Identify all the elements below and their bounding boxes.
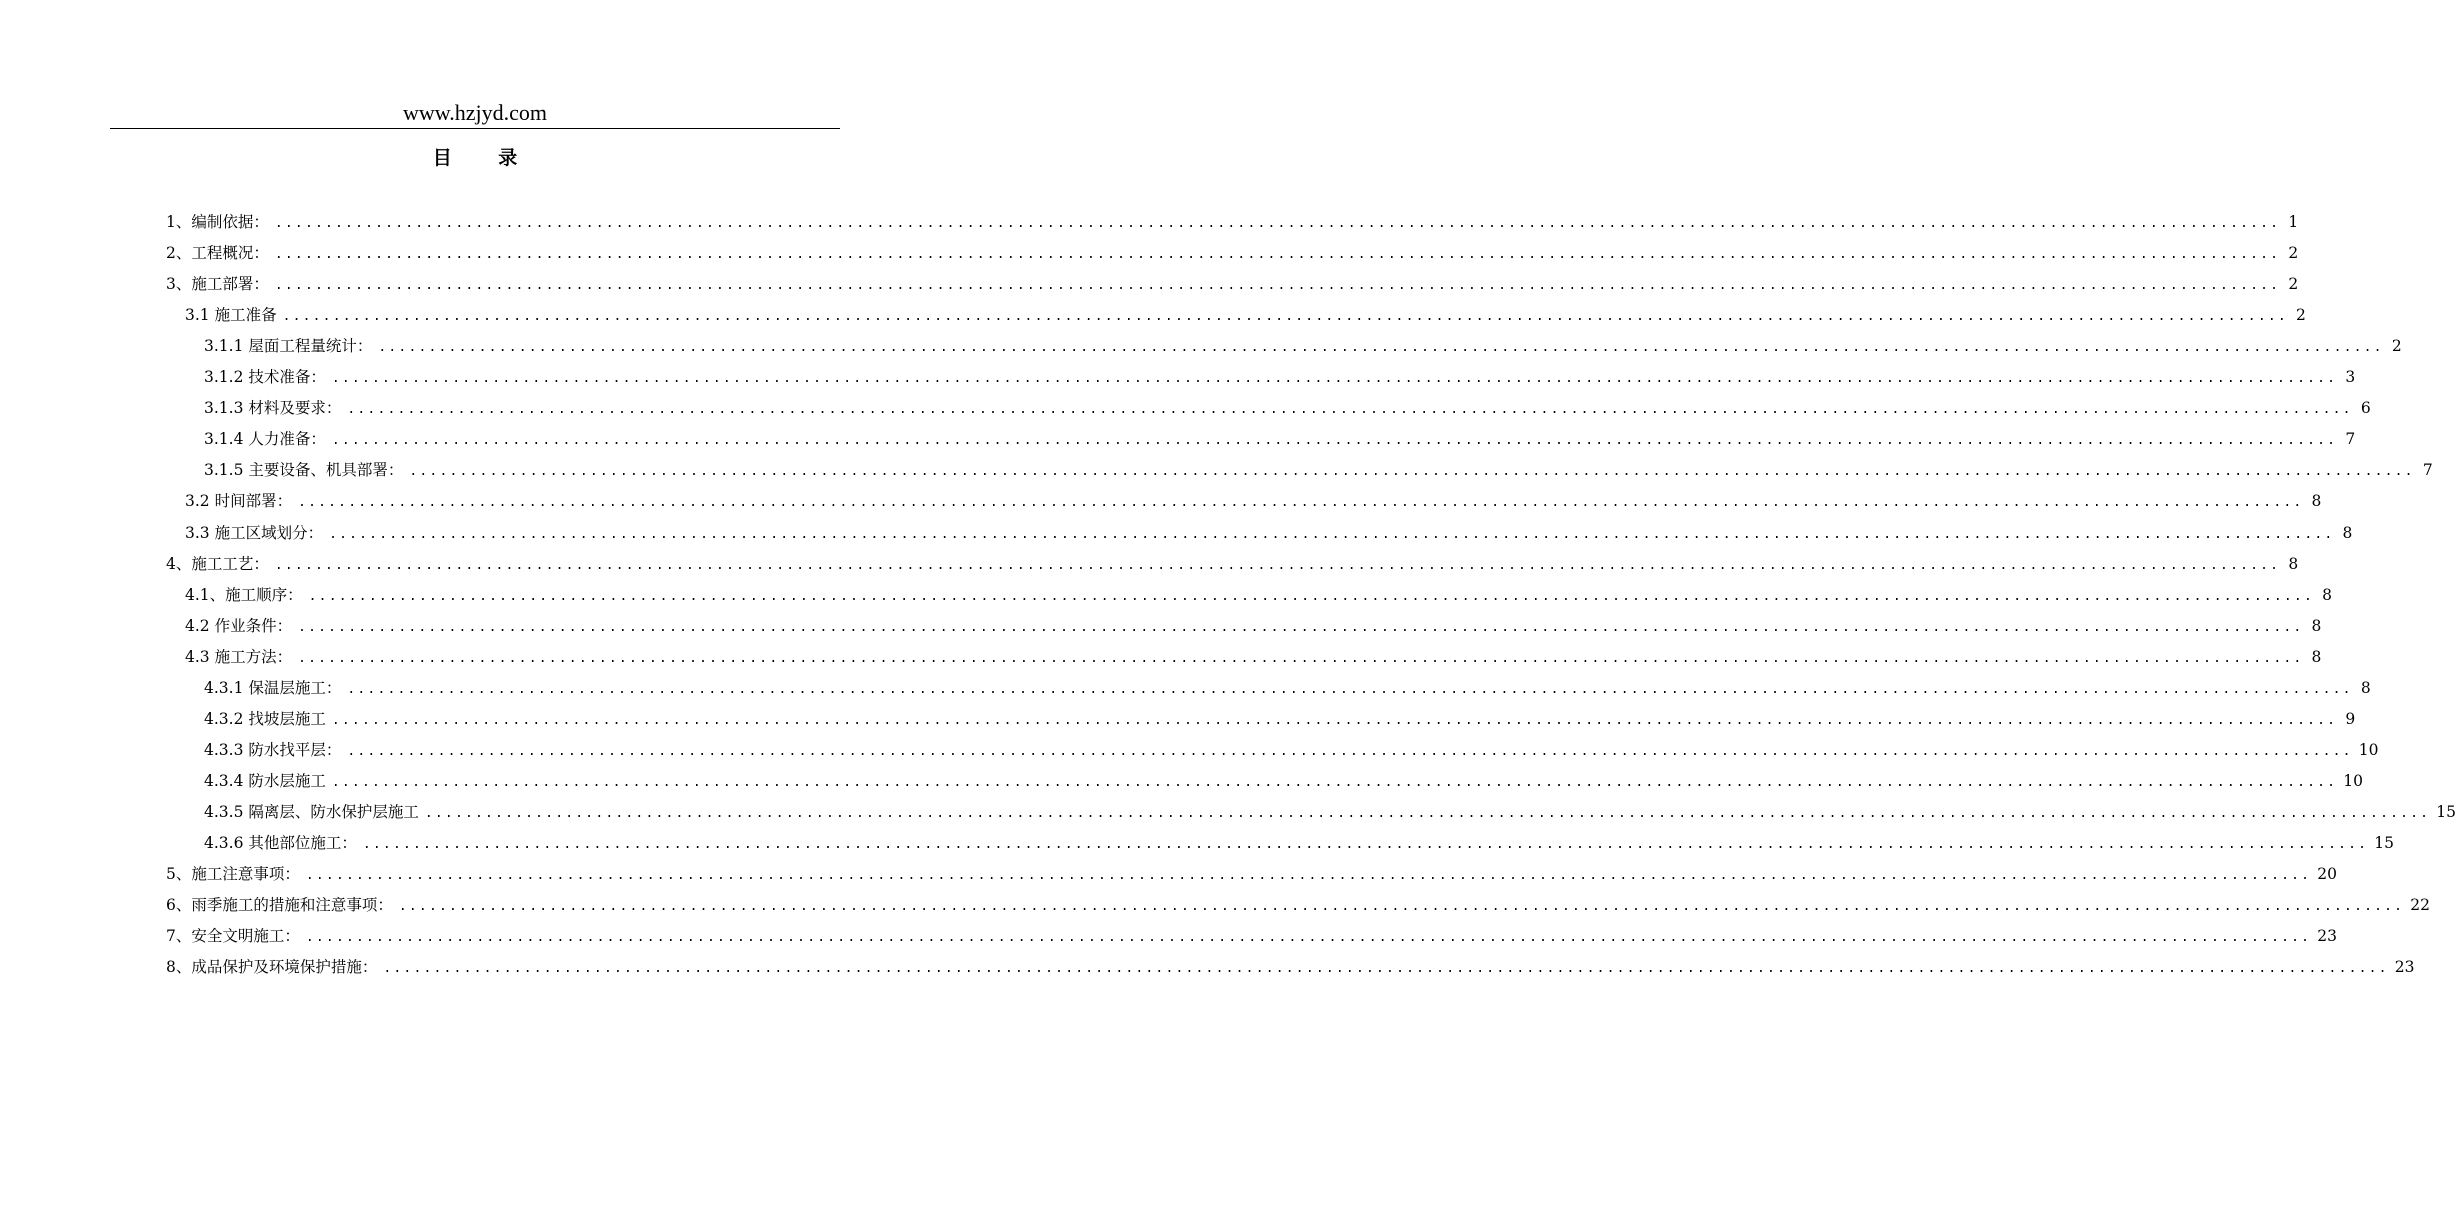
toc-entry-page-number: 15: [2436, 802, 2456, 821]
toc-entry-label: 3.1.1 屋面工程量统计：: [204, 337, 373, 356]
toc-entry-label: 3.2 时间部署：: [185, 492, 293, 511]
header-url: www.hzjyd.com: [403, 100, 547, 125]
toc-dot-leader: ........................................................................................................................................................................................................: [274, 216, 2281, 231]
toc-entry[interactable]: [166, 894, 2430, 916]
toc-entry-page-number: 20: [2317, 865, 2337, 884]
toc-entry-page-number: 1: [2288, 213, 2299, 231]
toc-dot-leader: ........................................................................................................................................................................................................: [274, 278, 2281, 294]
toc-entry[interactable]: [204, 366, 2356, 388]
toc-entry-page-number: 3: [2345, 368, 2356, 387]
toc-entry-label: 4.2 作业条件：: [185, 616, 293, 635]
toc-dot-leader: ........................................................................................................................................................................................................: [331, 774, 2338, 790]
toc-entry[interactable]: [166, 553, 2299, 575]
toc-entry-label: 3.1.5 主要设备、机具部署：: [204, 461, 404, 480]
toc-dot-leader: ........................................................................................................................................................................................................: [398, 899, 2405, 915]
toc-entry[interactable]: [166, 863, 2337, 885]
toc-entry[interactable]: [166, 211, 2299, 233]
toc-entry[interactable]: [204, 770, 2363, 792]
toc-entry-label: 4.3.1 保温层施工：: [204, 678, 342, 697]
toc-entry[interactable]: [204, 801, 2456, 823]
toc-dot-leader: ........................................................................................................................................................................................................: [274, 247, 2281, 263]
toc-entry-label: 4.3.2 找坡层施工: [204, 709, 326, 728]
toc-dot-leader: ........................................................................................................................................................................................................: [362, 837, 2369, 852]
toc-entry-label: 3.3 施工区域划分：: [185, 523, 324, 542]
toc-dot-leader: ........................................................................................................................................................................................................: [383, 961, 2389, 977]
toc-entry-label: 4.3.5 隔离层、防水保护层施工: [204, 802, 419, 821]
toc-entry-page-number: 8: [2288, 554, 2299, 573]
toc-dot-leader: ........................................................................................................................................................................................................: [331, 712, 2338, 728]
toc-entry[interactable]: [185, 615, 2322, 637]
toc-entry-label: 1、编制依据：: [166, 213, 269, 231]
toc-entry-page-number: 6: [2360, 399, 2371, 418]
toc-entry-page-number: 2: [2296, 306, 2306, 325]
toc-dot-leader: ........................................................................................................................................................................................................: [331, 371, 2338, 387]
toc-entry[interactable]: [166, 956, 2415, 978]
toc-entry-page-number: 23: [2317, 927, 2337, 946]
toc-entry-label: 3.1 施工准备: [185, 306, 277, 325]
toc-entry[interactable]: [185, 304, 2306, 326]
toc-entry-label: 5、施工注意事项：: [166, 865, 300, 884]
toc-entry-page-number: 9: [2345, 709, 2356, 728]
toc-entry-page-number: 8: [2360, 678, 2371, 697]
toc-dot-leader: ........................................................................................................................................................................................................: [308, 588, 2314, 604]
toc-entry-page-number: 10: [2343, 771, 2363, 790]
toc-entry-label: 4、施工工艺：: [166, 554, 269, 573]
toc-entry-page-number: 7: [2345, 430, 2356, 449]
toc-dot-leader: ........................................................................................................................................................................................................: [409, 464, 2415, 480]
toc-dot-leader: ........................................................................................................................................................................................................: [424, 805, 2431, 821]
toc-entry[interactable]: [204, 335, 2402, 357]
toc-entry[interactable]: [185, 584, 2332, 606]
toc-entry[interactable]: [204, 459, 2433, 481]
toc-entry-label: 3.1.2 技术准备：: [204, 368, 326, 387]
toc-dot-leader: ........................................................................................................................................................................................................: [347, 743, 2353, 759]
toc-entry-page-number: 8: [2311, 492, 2322, 511]
toc-entry[interactable]: [166, 273, 2299, 295]
toc-entry-page-number: 8: [2311, 616, 2322, 635]
toc-entry[interactable]: [204, 739, 2379, 761]
toc-entry-label: 4.3.3 防水找平层：: [204, 740, 342, 759]
toc-dot-leader: ........................................................................................................................................................................................................: [331, 433, 2338, 449]
toc-entry-label: 3.1.3 材料及要求：: [204, 399, 342, 418]
toc-entry-label: 4.3 施工方法：: [185, 647, 293, 666]
toc-entry[interactable]: [166, 242, 2299, 264]
toc-entry-page-number: 15: [2374, 834, 2394, 852]
toc-entry-label: 4.1、施工顺序：: [185, 585, 303, 604]
toc-entry[interactable]: [185, 646, 2322, 668]
toc-entry[interactable]: [166, 925, 2337, 947]
toc-entry[interactable]: [204, 397, 2371, 419]
toc-entry-page-number: 8: [2311, 647, 2322, 666]
toc-dot-leader: ........................................................................................................................................................................................................: [305, 930, 2312, 946]
toc-entry-page-number: 10: [2358, 740, 2379, 759]
toc-dot-leader: ........................................................................................................................................................................................................: [274, 557, 2281, 573]
toc-entry-label: 7、安全文明施工：: [166, 927, 300, 946]
toc-dot-leader: ........................................................................................................................................................................................................: [378, 340, 2384, 356]
toc-dot-leader: ........................................................................................................................................................................................................: [282, 309, 2288, 325]
page-title: 目 录: [432, 147, 538, 169]
toc-entry[interactable]: [204, 677, 2371, 699]
toc-entry-label: 8、成品保护及环境保护措施：: [166, 958, 378, 977]
toc-entry[interactable]: [204, 708, 2356, 730]
toc-entry[interactable]: [185, 490, 2322, 512]
toc-dot-leader: ........................................................................................................................................................................................................: [298, 619, 2304, 635]
toc-dot-leader: ........................................................................................................................................................................................................: [347, 681, 2353, 697]
toc-dot-leader: ........................................................................................................................................................................................................: [347, 402, 2353, 418]
toc-entry-page-number: 2: [2288, 244, 2299, 263]
toc-dot-leader: ........................................................................................................................................................................................................: [329, 526, 2335, 542]
toc-entry-label: 4.3.4 防水层施工: [204, 771, 326, 790]
toc-entry[interactable]: [204, 428, 2356, 450]
toc-entry-page-number: 2: [2391, 337, 2402, 356]
toc-entry-label: 2、工程概况：: [166, 244, 269, 263]
toc-dot-leader: ........................................................................................................................................................................................................: [298, 495, 2304, 511]
toc-entry-label: 6、雨季施工的措施和注意事项：: [166, 896, 393, 915]
toc-entry-label: 4.3.6 其他部位施工：: [204, 834, 357, 852]
toc-entry-page-number: 8: [2322, 585, 2332, 604]
toc-entry-label: 3、施工部署：: [166, 275, 269, 294]
toc-entry[interactable]: [185, 522, 2353, 544]
toc-entry-page-number: 23: [2394, 958, 2415, 977]
toc-entry-page-number: 7: [2422, 461, 2433, 480]
toc-entry-page-number: 2: [2288, 275, 2299, 294]
toc-entry[interactable]: [204, 832, 2394, 854]
toc-dot-leader: ........................................................................................................................................................................................................: [298, 650, 2304, 666]
toc-dot-leader: ........................................................................................................................................................................................................: [305, 868, 2312, 884]
toc-entry-page-number: 22: [2410, 896, 2430, 915]
toc-entry-label: 3.1.4 人力准备：: [204, 430, 326, 449]
toc-entry-page-number: 8: [2342, 523, 2353, 542]
